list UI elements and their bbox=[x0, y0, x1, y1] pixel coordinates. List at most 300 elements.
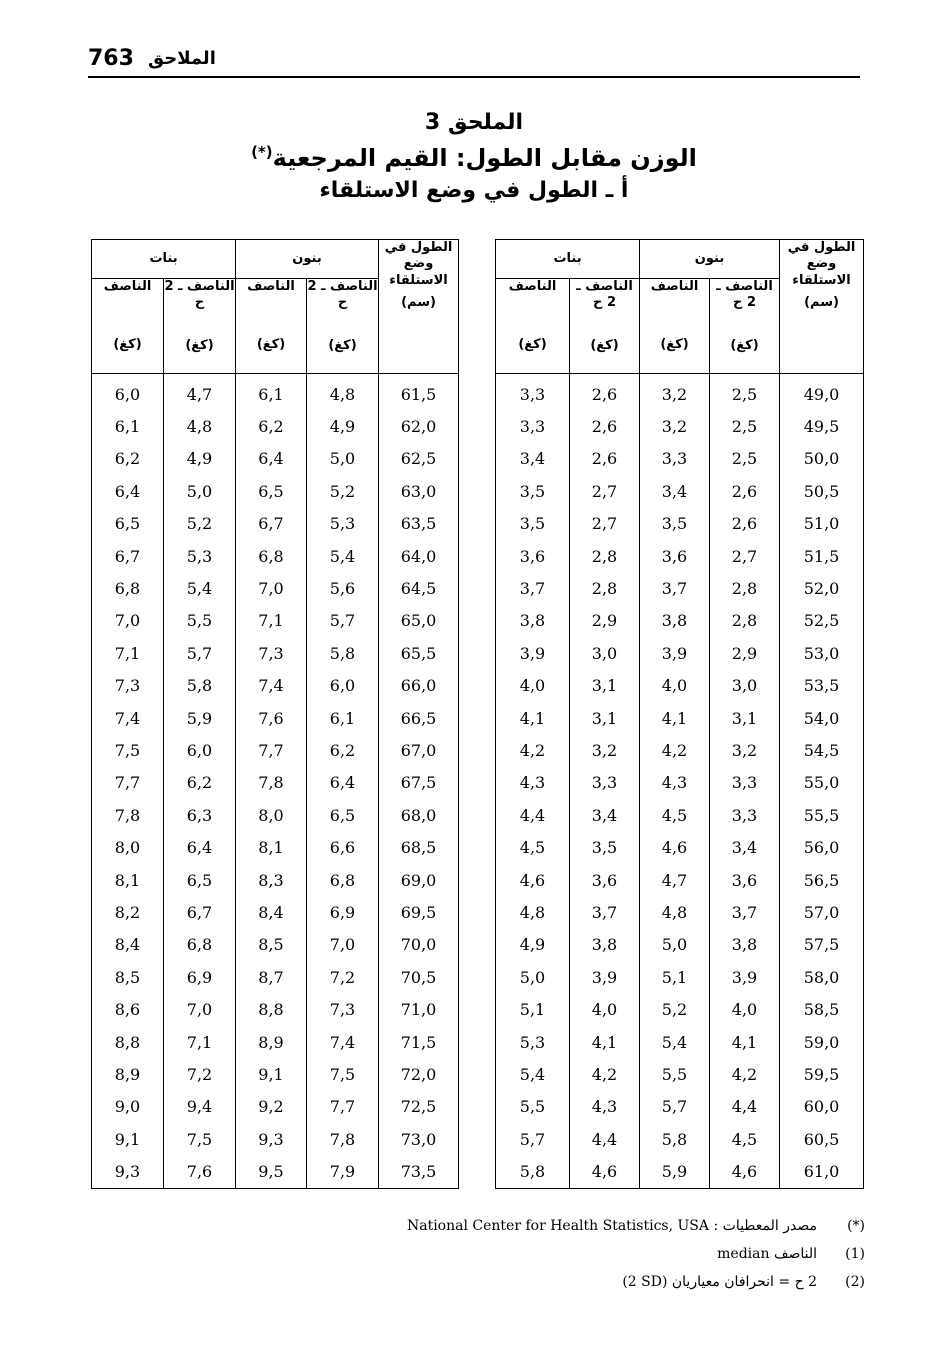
girls-minus2sd-cell: 6,2 bbox=[164, 767, 236, 799]
girls-minus2sd-cell: 4,9 bbox=[164, 443, 236, 475]
height-cell: 60,5 bbox=[780, 1123, 864, 1155]
boys-minus2sd-cell: 6,1 bbox=[307, 702, 379, 734]
boys-minus2sd-cell: 6,2 bbox=[307, 734, 379, 766]
table-row bbox=[92, 508, 459, 540]
girls-median-cell: 6,5 bbox=[92, 508, 164, 540]
girls-minus2sd-cell: 4,0 bbox=[570, 993, 640, 1025]
boys-minus2sd-cell: 2,6 bbox=[710, 508, 780, 540]
table-row bbox=[496, 410, 864, 442]
footnote-value: median bbox=[717, 1246, 770, 1262]
boys-median-cell: 8,3 bbox=[236, 864, 307, 896]
median-label: الناصف bbox=[650, 279, 699, 294]
girls-minus2sd-cell: 7,0 bbox=[164, 993, 236, 1025]
table-row bbox=[496, 831, 864, 863]
height-cell: 52,5 bbox=[780, 605, 864, 637]
minus2sd-label: الناصف ـ 2 ح bbox=[576, 279, 633, 311]
footnote-source bbox=[340, 1212, 865, 1240]
boys-median-cell: 7,3 bbox=[236, 637, 307, 669]
boys-median-cell: 7,1 bbox=[236, 605, 307, 637]
footnote-text bbox=[340, 1246, 817, 1262]
boys-median-cell: 9,1 bbox=[236, 1058, 307, 1090]
table-row bbox=[92, 734, 459, 766]
boys-minus2sd-cell: 7,0 bbox=[307, 929, 379, 961]
boys-minus2sd-cell: 6,8 bbox=[307, 864, 379, 896]
girls-median-cell: 7,4 bbox=[92, 702, 164, 734]
girls-median-cell: 4,2 bbox=[496, 734, 570, 766]
girls-median-cell: 8,0 bbox=[92, 831, 164, 863]
boys-median-cell: 9,3 bbox=[236, 1123, 307, 1155]
girls-minus2sd-cell: 2,6 bbox=[570, 374, 640, 411]
girls-minus2sd-header bbox=[164, 279, 236, 374]
boys-minus2sd-cell: 4,6 bbox=[710, 1155, 780, 1188]
boys-minus2sd-cell: 7,7 bbox=[307, 1091, 379, 1123]
girls-median-cell: 8,4 bbox=[92, 929, 164, 961]
height-cell: 62,0 bbox=[379, 410, 459, 442]
boys-median-cell: 3,3 bbox=[640, 443, 710, 475]
height-cell: 71,5 bbox=[379, 1026, 459, 1058]
girls-minus2sd-header bbox=[570, 279, 640, 374]
height-cell: 59,0 bbox=[780, 1026, 864, 1058]
table-row bbox=[92, 1091, 459, 1123]
boys-median-cell: 4,3 bbox=[640, 767, 710, 799]
girls-minus2sd-cell: 3,3 bbox=[570, 767, 640, 799]
height-cell: 62,5 bbox=[379, 443, 459, 475]
table-row bbox=[496, 767, 864, 799]
table-row bbox=[92, 799, 459, 831]
table-row bbox=[496, 670, 864, 702]
girls-minus2sd-cell: 3,7 bbox=[570, 896, 640, 928]
boys-median-cell: 5,5 bbox=[640, 1058, 710, 1090]
table-row bbox=[92, 702, 459, 734]
boys-median-cell: 3,5 bbox=[640, 508, 710, 540]
table-body-right bbox=[496, 374, 864, 1189]
boys-median-cell: 7,7 bbox=[236, 734, 307, 766]
girls-minus2sd-cell: 2,7 bbox=[570, 475, 640, 507]
height-cell: 69,5 bbox=[379, 896, 459, 928]
height-cell: 56,5 bbox=[780, 864, 864, 896]
boys-median-cell: 5,8 bbox=[640, 1123, 710, 1155]
unit-label: (كغ) bbox=[590, 337, 619, 353]
girls-median-cell: 8,9 bbox=[92, 1058, 164, 1090]
table-row bbox=[496, 572, 864, 604]
girls-median-cell: 4,0 bbox=[496, 670, 570, 702]
boys-median-cell: 8,8 bbox=[236, 993, 307, 1025]
table-row bbox=[92, 1058, 459, 1090]
boys-minus2sd-cell: 3,6 bbox=[710, 864, 780, 896]
girls-median-cell: 6,8 bbox=[92, 572, 164, 604]
boys-minus2sd-cell: 5,6 bbox=[307, 572, 379, 604]
boys-median-cell: 3,4 bbox=[640, 475, 710, 507]
boys-median-cell: 4,5 bbox=[640, 799, 710, 831]
girls-minus2sd-cell: 4,3 bbox=[570, 1091, 640, 1123]
boys-minus2sd-cell: 2,5 bbox=[710, 443, 780, 475]
boys-median-cell: 7,0 bbox=[236, 572, 307, 604]
table-row bbox=[92, 540, 459, 572]
girls-minus2sd-cell: 7,1 bbox=[164, 1026, 236, 1058]
girls-median-cell: 4,9 bbox=[496, 929, 570, 961]
footnote-mark: (*) bbox=[847, 1218, 865, 1234]
height-cell: 49,5 bbox=[780, 410, 864, 442]
girls-minus2sd-cell: 6,9 bbox=[164, 961, 236, 993]
table-row bbox=[496, 961, 864, 993]
table-row bbox=[92, 637, 459, 669]
table-row bbox=[92, 443, 459, 475]
minus2sd-label: الناصف ـ 2 ح bbox=[164, 279, 235, 311]
boys-median-cell: 5,7 bbox=[640, 1091, 710, 1123]
girls-minus2sd-cell: 3,2 bbox=[570, 734, 640, 766]
boys-minus2sd-cell: 3,7 bbox=[710, 896, 780, 928]
height-cell: 57,5 bbox=[780, 929, 864, 961]
height-cell: 65,0 bbox=[379, 605, 459, 637]
girls-median-cell: 7,1 bbox=[92, 637, 164, 669]
girls-minus2sd-cell: 3,8 bbox=[570, 929, 640, 961]
table-row bbox=[92, 864, 459, 896]
footnote-label: مصدر المعطيات : bbox=[713, 1218, 817, 1234]
girls-median-cell: 6,7 bbox=[92, 540, 164, 572]
table-row bbox=[496, 475, 864, 507]
girls-median-cell: 7,8 bbox=[92, 799, 164, 831]
unit-label: (كغ) bbox=[660, 337, 689, 353]
height-cell: 64,0 bbox=[379, 540, 459, 572]
girls-minus2sd-cell: 3,0 bbox=[570, 637, 640, 669]
boys-minus2sd-cell: 4,5 bbox=[710, 1123, 780, 1155]
height-cell: 54,5 bbox=[780, 734, 864, 766]
boys-minus2sd-cell: 4,9 bbox=[307, 410, 379, 442]
table-row bbox=[496, 734, 864, 766]
boys-minus2sd-cell: 2,6 bbox=[710, 475, 780, 507]
table-row bbox=[92, 572, 459, 604]
boys-minus2sd-cell: 6,4 bbox=[307, 767, 379, 799]
boys-minus2sd-cell: 3,9 bbox=[710, 961, 780, 993]
girls-median-cell: 3,9 bbox=[496, 637, 570, 669]
girls-median-cell: 8,5 bbox=[92, 961, 164, 993]
unit-label: (كغ) bbox=[113, 337, 142, 353]
unit-label: (كغ) bbox=[328, 337, 357, 353]
table-row bbox=[496, 929, 864, 961]
girls-median-cell: 7,3 bbox=[92, 670, 164, 702]
height-cell: 64,5 bbox=[379, 572, 459, 604]
girls-median-cell: 6,0 bbox=[92, 374, 164, 411]
boys-median-cell: 4,6 bbox=[640, 831, 710, 863]
girls-minus2sd-cell: 6,8 bbox=[164, 929, 236, 961]
boys-median-header bbox=[236, 279, 307, 374]
boys-minus2sd-cell: 5,7 bbox=[307, 605, 379, 637]
height-cell: 55,0 bbox=[780, 767, 864, 799]
boys-minus2sd-cell: 5,4 bbox=[307, 540, 379, 572]
girls-median-header bbox=[92, 279, 164, 374]
boys-minus2sd-cell: 4,0 bbox=[710, 993, 780, 1025]
table-row bbox=[92, 896, 459, 928]
appendix-title: الملحق 3 bbox=[424, 110, 524, 135]
girls-median-cell: 3,5 bbox=[496, 508, 570, 540]
boys-minus2sd-cell: 6,9 bbox=[307, 896, 379, 928]
unit-label: (كغ) bbox=[518, 337, 547, 353]
girls-median-cell: 8,1 bbox=[92, 864, 164, 896]
height-cell: 53,0 bbox=[780, 637, 864, 669]
girls-minus2sd-cell: 6,3 bbox=[164, 799, 236, 831]
boys-median-cell: 9,2 bbox=[236, 1091, 307, 1123]
title-block bbox=[88, 110, 860, 203]
footnote-label: الناصف bbox=[773, 1246, 817, 1262]
height-cell: 68,5 bbox=[379, 831, 459, 863]
girls-minus2sd-cell: 5,5 bbox=[164, 605, 236, 637]
height-cell: 66,5 bbox=[379, 702, 459, 734]
boys-header: بنون bbox=[640, 240, 780, 279]
height-cell: 50,5 bbox=[780, 475, 864, 507]
boys-minus2sd-cell: 2,8 bbox=[710, 572, 780, 604]
boys-median-cell: 5,9 bbox=[640, 1155, 710, 1188]
footnote-mark: (2) bbox=[845, 1274, 865, 1290]
girls-minus2sd-cell: 4,1 bbox=[570, 1026, 640, 1058]
footnote-median bbox=[340, 1240, 865, 1268]
girls-median-cell: 8,6 bbox=[92, 993, 164, 1025]
footnotes bbox=[340, 1212, 865, 1296]
height-cell: 51,5 bbox=[780, 540, 864, 572]
girls-median-cell: 4,5 bbox=[496, 831, 570, 863]
boys-minus2sd-cell: 3,3 bbox=[710, 799, 780, 831]
boys-median-cell: 8,5 bbox=[236, 929, 307, 961]
boys-minus2sd-cell: 7,3 bbox=[307, 993, 379, 1025]
boys-minus2sd-cell: 3,8 bbox=[710, 929, 780, 961]
height-cell: 72,5 bbox=[379, 1091, 459, 1123]
data-table-left bbox=[91, 239, 459, 1189]
boys-minus2sd-cell: 7,5 bbox=[307, 1058, 379, 1090]
girls-median-cell: 6,2 bbox=[92, 443, 164, 475]
girls-median-cell: 5,5 bbox=[496, 1091, 570, 1123]
height-cell: 70,0 bbox=[379, 929, 459, 961]
girls-minus2sd-cell: 7,6 bbox=[164, 1155, 236, 1188]
girls-median-cell: 4,6 bbox=[496, 864, 570, 896]
height-cell: 58,0 bbox=[780, 961, 864, 993]
footnote-text bbox=[340, 1218, 817, 1234]
table-row bbox=[92, 410, 459, 442]
height-cell: 63,0 bbox=[379, 475, 459, 507]
girls-median-header bbox=[496, 279, 570, 374]
girls-minus2sd-cell: 6,5 bbox=[164, 864, 236, 896]
girls-median-cell: 3,6 bbox=[496, 540, 570, 572]
boys-median-cell: 5,2 bbox=[640, 993, 710, 1025]
boys-minus2sd-cell: 7,2 bbox=[307, 961, 379, 993]
table-row bbox=[92, 831, 459, 863]
height-cell: 50,0 bbox=[780, 443, 864, 475]
girls-median-cell: 9,1 bbox=[92, 1123, 164, 1155]
boys-median-cell: 3,7 bbox=[640, 572, 710, 604]
girls-median-cell: 9,0 bbox=[92, 1091, 164, 1123]
girls-median-cell: 7,5 bbox=[92, 734, 164, 766]
girls-median-cell: 4,1 bbox=[496, 702, 570, 734]
height-cell: 60,0 bbox=[780, 1091, 864, 1123]
boys-minus2sd-cell: 5,3 bbox=[307, 508, 379, 540]
girls-header: بنات bbox=[496, 240, 640, 279]
height-cell: 67,5 bbox=[379, 767, 459, 799]
table-row bbox=[496, 508, 864, 540]
boys-median-cell: 5,1 bbox=[640, 961, 710, 993]
girls-median-cell: 5,7 bbox=[496, 1123, 570, 1155]
footnote-value: National Center for Health Statistics, USA bbox=[406, 1218, 710, 1234]
table-row bbox=[496, 896, 864, 928]
girls-minus2sd-cell: 2,9 bbox=[570, 605, 640, 637]
girls-minus2sd-cell: 6,0 bbox=[164, 734, 236, 766]
table-row bbox=[496, 1026, 864, 1058]
boys-median-cell: 7,8 bbox=[236, 767, 307, 799]
height-cell: 65,5 bbox=[379, 637, 459, 669]
boys-median-cell: 4,2 bbox=[640, 734, 710, 766]
main-title-text: الوزن مقابل الطول: القيم المرجعية bbox=[272, 144, 697, 172]
height-cell: 49,0 bbox=[780, 374, 864, 411]
height-cell: 69,0 bbox=[379, 864, 459, 896]
girls-minus2sd-cell: 6,7 bbox=[164, 896, 236, 928]
height-cell: 54,0 bbox=[780, 702, 864, 734]
girls-median-cell: 3,4 bbox=[496, 443, 570, 475]
girls-median-cell: 9,3 bbox=[92, 1155, 164, 1188]
height-cell: 61,0 bbox=[780, 1155, 864, 1188]
table-row bbox=[92, 767, 459, 799]
table-row bbox=[92, 475, 459, 507]
height-cell: 55,5 bbox=[780, 799, 864, 831]
boys-minus2sd-cell: 3,0 bbox=[710, 670, 780, 702]
height-header bbox=[379, 240, 459, 374]
girls-minus2sd-cell: 9,4 bbox=[164, 1091, 236, 1123]
girls-minus2sd-cell: 3,4 bbox=[570, 799, 640, 831]
girls-minus2sd-cell: 4,7 bbox=[164, 374, 236, 411]
median-label: الناصف bbox=[103, 279, 152, 294]
table-row bbox=[496, 1123, 864, 1155]
girls-median-cell: 8,2 bbox=[92, 896, 164, 928]
footnote-mark: (1) bbox=[845, 1246, 865, 1262]
boys-minus2sd-cell: 5,8 bbox=[307, 637, 379, 669]
table-row bbox=[92, 1155, 459, 1188]
girls-minus2sd-cell: 7,5 bbox=[164, 1123, 236, 1155]
girls-median-cell: 6,1 bbox=[92, 410, 164, 442]
height-cell: 58,5 bbox=[780, 993, 864, 1025]
table-row bbox=[496, 1155, 864, 1188]
footnote-mark: (*) bbox=[251, 143, 273, 161]
minus2sd-label: الناصف ـ 2 ح bbox=[307, 279, 378, 311]
boys-minus2sd-cell: 2,9 bbox=[710, 637, 780, 669]
girls-median-cell: 5,4 bbox=[496, 1058, 570, 1090]
table-row bbox=[496, 443, 864, 475]
boys-median-cell: 6,5 bbox=[236, 475, 307, 507]
boys-median-cell: 6,4 bbox=[236, 443, 307, 475]
boys-minus2sd-cell: 2,8 bbox=[710, 605, 780, 637]
girls-minus2sd-cell: 5,0 bbox=[164, 475, 236, 507]
girls-minus2sd-cell: 7,2 bbox=[164, 1058, 236, 1090]
height-cell: 70,5 bbox=[379, 961, 459, 993]
girls-median-cell: 5,1 bbox=[496, 993, 570, 1025]
page-header bbox=[88, 40, 860, 78]
boys-minus2sd-cell: 7,8 bbox=[307, 1123, 379, 1155]
boys-median-cell: 3,6 bbox=[640, 540, 710, 572]
girls-minus2sd-cell: 5,3 bbox=[164, 540, 236, 572]
unit-label: (كغ) bbox=[185, 337, 214, 353]
girls-minus2sd-cell: 5,9 bbox=[164, 702, 236, 734]
main-title bbox=[88, 143, 860, 172]
table-row bbox=[496, 799, 864, 831]
boys-median-cell: 4,7 bbox=[640, 864, 710, 896]
height-label: الطول في وضع الاستلقاء bbox=[384, 240, 453, 288]
height-cell: 57,0 bbox=[780, 896, 864, 928]
table-row bbox=[496, 374, 864, 411]
boys-minus2sd-cell: 4,8 bbox=[307, 374, 379, 411]
table-row bbox=[92, 605, 459, 637]
boys-minus2sd-cell: 7,9 bbox=[307, 1155, 379, 1188]
boys-minus2sd-cell: 2,7 bbox=[710, 540, 780, 572]
footnote-sd bbox=[340, 1268, 865, 1296]
boys-median-cell: 7,6 bbox=[236, 702, 307, 734]
girls-median-cell: 4,4 bbox=[496, 799, 570, 831]
boys-median-cell: 8,4 bbox=[236, 896, 307, 928]
girls-median-cell: 5,3 bbox=[496, 1026, 570, 1058]
boys-median-cell: 8,9 bbox=[236, 1026, 307, 1058]
boys-minus2sd-header bbox=[710, 279, 780, 374]
girls-minus2sd-cell: 2,6 bbox=[570, 410, 640, 442]
girls-median-cell: 3,7 bbox=[496, 572, 570, 604]
girls-minus2sd-cell: 4,8 bbox=[164, 410, 236, 442]
girls-minus2sd-cell: 2,8 bbox=[570, 572, 640, 604]
boys-median-cell: 4,0 bbox=[640, 670, 710, 702]
table-row bbox=[496, 1058, 864, 1090]
minus2sd-label: الناصف ـ 2 ح bbox=[716, 279, 773, 311]
girls-median-cell: 5,0 bbox=[496, 961, 570, 993]
girls-median-cell: 3,3 bbox=[496, 410, 570, 442]
boys-median-header bbox=[640, 279, 710, 374]
height-cell: 53,5 bbox=[780, 670, 864, 702]
boys-minus2sd-cell: 7,4 bbox=[307, 1026, 379, 1058]
table-row bbox=[92, 1123, 459, 1155]
boys-minus2sd-cell: 6,0 bbox=[307, 670, 379, 702]
table-row bbox=[496, 637, 864, 669]
table-row bbox=[92, 670, 459, 702]
boys-median-cell: 3,8 bbox=[640, 605, 710, 637]
girls-minus2sd-cell: 5,7 bbox=[164, 637, 236, 669]
unit-label: (كغ) bbox=[730, 337, 759, 353]
girls-median-cell: 3,8 bbox=[496, 605, 570, 637]
boys-median-cell: 6,1 bbox=[236, 374, 307, 411]
table-row bbox=[92, 374, 459, 411]
footnote-text bbox=[340, 1274, 817, 1290]
girls-minus2sd-cell: 4,2 bbox=[570, 1058, 640, 1090]
footnote-value: (2 SD) bbox=[622, 1274, 668, 1290]
table-row bbox=[496, 605, 864, 637]
girls-minus2sd-cell: 2,8 bbox=[570, 540, 640, 572]
boys-minus2sd-cell: 2,5 bbox=[710, 374, 780, 411]
girls-minus2sd-cell: 3,1 bbox=[570, 702, 640, 734]
height-cell: 71,0 bbox=[379, 993, 459, 1025]
boys-minus2sd-cell: 6,6 bbox=[307, 831, 379, 863]
height-cell: 66,0 bbox=[379, 670, 459, 702]
girls-median-cell: 7,7 bbox=[92, 767, 164, 799]
boys-minus2sd-cell: 3,1 bbox=[710, 702, 780, 734]
boys-median-cell: 9,5 bbox=[236, 1155, 307, 1188]
boys-minus2sd-cell: 3,4 bbox=[710, 831, 780, 863]
girls-header: بنات bbox=[92, 240, 236, 279]
girls-minus2sd-cell: 2,7 bbox=[570, 508, 640, 540]
page-number: 763 bbox=[88, 46, 134, 71]
table-row bbox=[496, 702, 864, 734]
height-cell: 61,5 bbox=[379, 374, 459, 411]
boys-median-cell: 7,4 bbox=[236, 670, 307, 702]
height-unit: (سم) bbox=[804, 294, 839, 310]
height-cell: 72,0 bbox=[379, 1058, 459, 1090]
boys-median-cell: 5,0 bbox=[640, 929, 710, 961]
height-cell: 52,0 bbox=[780, 572, 864, 604]
height-cell: 67,0 bbox=[379, 734, 459, 766]
girls-minus2sd-cell: 3,1 bbox=[570, 670, 640, 702]
boys-median-cell: 4,8 bbox=[640, 896, 710, 928]
boys-median-cell: 6,8 bbox=[236, 540, 307, 572]
height-cell: 56,0 bbox=[780, 831, 864, 863]
girls-minus2sd-cell: 3,5 bbox=[570, 831, 640, 863]
